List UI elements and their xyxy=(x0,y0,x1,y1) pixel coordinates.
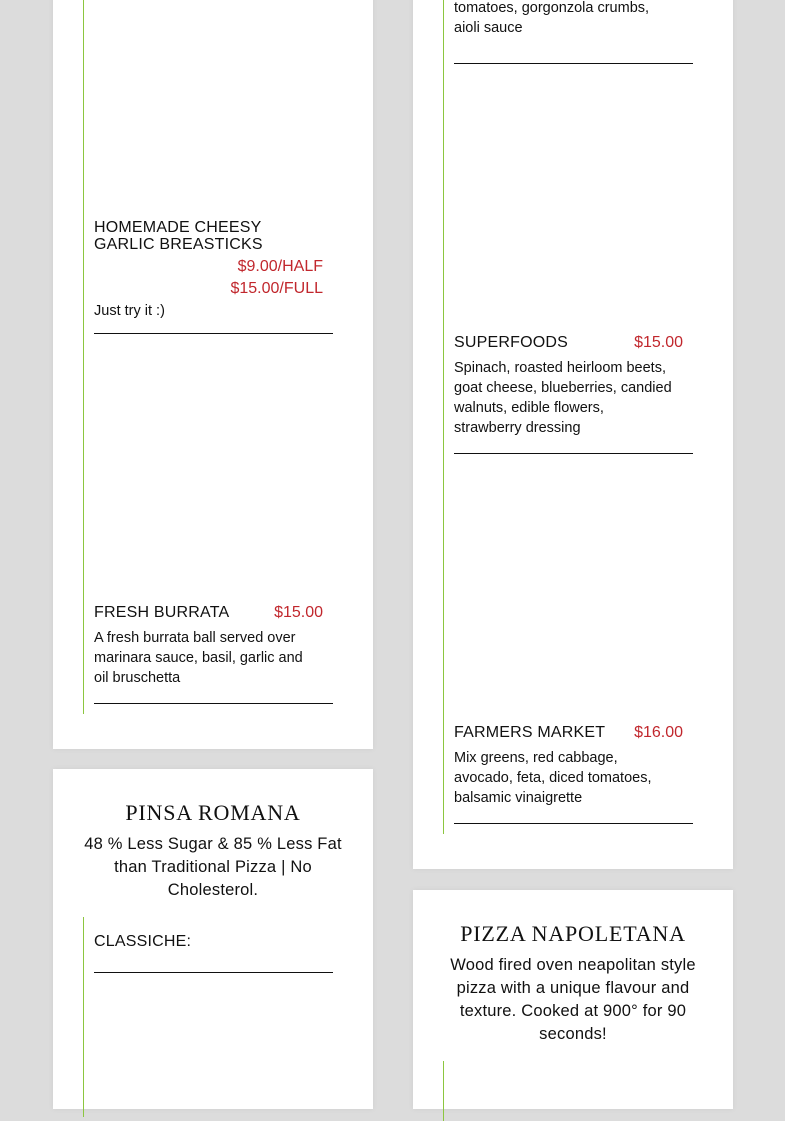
accent-divider-line xyxy=(443,1061,444,1121)
menu-item-superfoods xyxy=(454,334,683,438)
menu-item-description: Just try it :) xyxy=(94,303,165,319)
menu-card-pizza-napoletana xyxy=(413,890,733,1109)
item-divider xyxy=(454,63,693,64)
item-divider xyxy=(94,972,333,973)
menu-item-name: FARMERS MARKET xyxy=(454,724,606,741)
menu-item-price: $15.00 xyxy=(634,334,683,351)
menu-item-price-full: $15.00/FULL xyxy=(230,280,323,297)
menu-item-farmers-market xyxy=(454,724,683,808)
menu-item-garlic-breadsticks xyxy=(94,219,323,321)
category-classiche xyxy=(94,933,191,950)
menu-item-description: Mix greens, red cabbage, avocado, feta, diced tomatoes, balsamic vinaigrette xyxy=(454,750,652,806)
menu-item-fresh-burrata xyxy=(94,604,323,688)
menu-item-price-half: $9.00/HALF xyxy=(237,258,323,275)
accent-divider-line xyxy=(443,0,444,834)
menu-item-name: FRESH BURRATA xyxy=(94,604,230,621)
menu-card-pinsa-romana xyxy=(53,769,373,1109)
menu-card-right-top xyxy=(413,0,733,869)
section-title: PIZZA NAPOLETANA xyxy=(460,921,686,946)
menu-item-description: Spinach, roasted heirloom beets, goat cheese, blueberries, candied walnuts, edible flowers, strawberry dressing xyxy=(454,360,672,436)
item-divider xyxy=(94,703,333,704)
item-divider xyxy=(454,453,693,454)
menu-item-name: SUPERFOODS xyxy=(454,334,569,351)
section-title: PINSA ROMANA xyxy=(125,800,301,825)
menu-item-description: tomatoes, gorgonzola crumbs, aioli sauce xyxy=(454,0,650,36)
accent-divider-line xyxy=(83,0,84,714)
menu-item-salad-partial xyxy=(454,0,669,38)
item-divider xyxy=(454,823,693,824)
category-label: CLASSICHE: xyxy=(94,933,192,950)
menu-item-price: $15.00 xyxy=(274,604,323,621)
menu-item-name: HOMEMADE CHEESY GARLIC BREASTICKS xyxy=(94,219,263,253)
section-subtitle: 48 % Less Sugar & 85 % Less Fat than Traditional Pizza | No Cholesterol. xyxy=(84,835,342,899)
menu-item-description: A fresh burrata ball served over marinara sauce, basil, garlic and oil bruschetta xyxy=(94,630,303,686)
section-subtitle: Wood fired oven neapolitan style pizza with a unique flavour and texture. Cooked at 900° for 90 seconds! xyxy=(450,956,696,1043)
item-divider xyxy=(94,333,333,334)
menu-card-left-top xyxy=(53,0,373,749)
accent-divider-line xyxy=(83,917,84,1117)
menu-item-price: $16.00 xyxy=(634,724,683,741)
